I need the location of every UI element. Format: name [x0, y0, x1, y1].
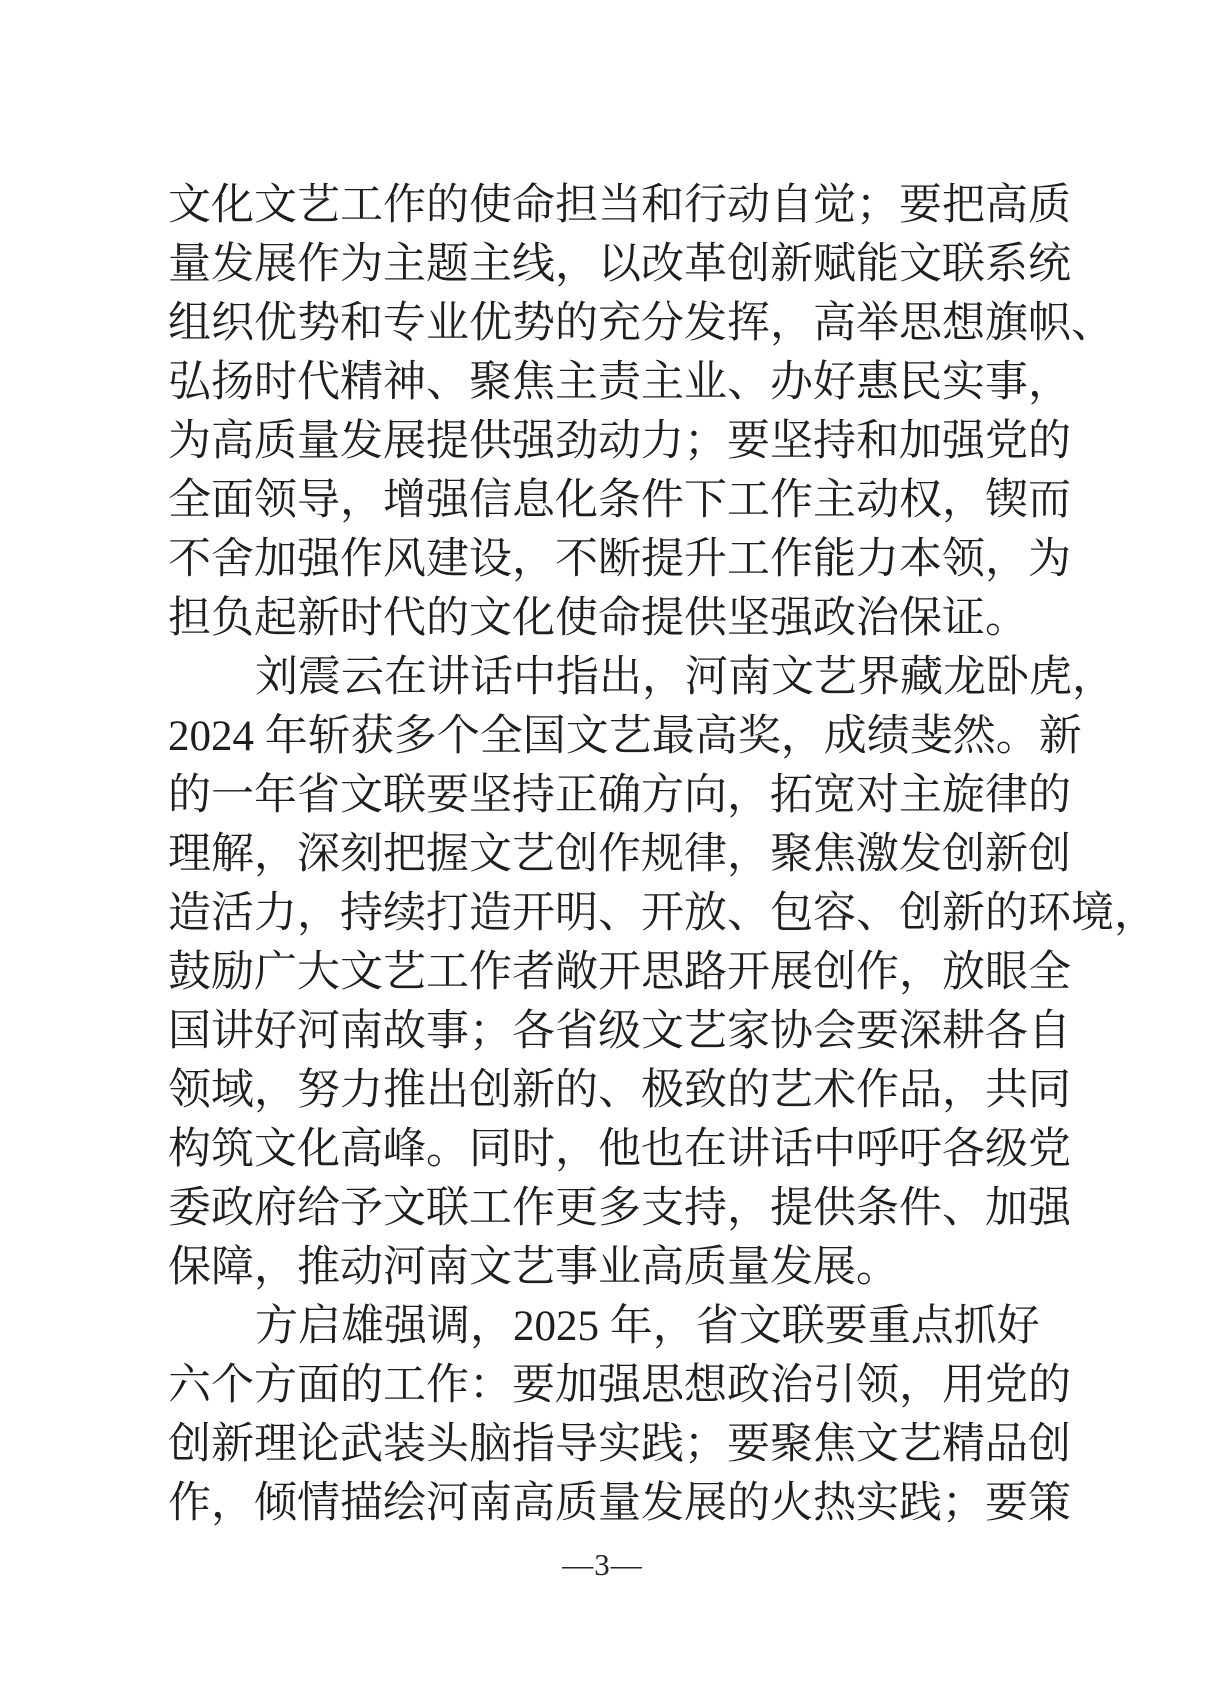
text-line: 弘扬时代精神、聚焦主责主业、办好惠民实事， — [168, 359, 1071, 406]
text-line: 创新理论武装头脑指导实践；要聚焦文艺精品创 — [168, 1421, 1071, 1468]
text-line: 的一年省文联要坚持正确方向，拓宽对主旋律的 — [168, 772, 1071, 819]
text-line: 理解，深刻把握文艺创作规律，聚焦激发创新创 — [168, 831, 1071, 878]
text-line: 量发展作为主题主线，以改革创新赋能文联系统 — [168, 241, 1071, 288]
text-line: 国讲好河南故事；各省级文艺家协会要深耕各自 — [168, 1008, 1071, 1055]
text-line: 为高质量发展提供强劲动力；要坚持和加强党的 — [168, 418, 1071, 465]
text-line: 组织优势和专业优势的充分发挥，高举思想旗帜、 — [168, 300, 1114, 347]
text-line: 作，倾情描绘河南高质量发展的火热实践；要策 — [168, 1480, 1071, 1527]
text-line: 全面领导，增强信息化条件下工作主动权，锲而 — [168, 477, 1071, 524]
text-line: 造活力，持续打造开明、开放、包容、创新的环境， — [168, 890, 1157, 937]
text-line: 刘震云在讲话中指出，河南文艺界藏龙卧虎， — [255, 654, 1115, 701]
text-line: 不舍加强作风建设，不断提升工作能力本领，为 — [168, 536, 1071, 583]
text-line: 构筑文化高峰。同时，他也在讲话中呼吁各级党 — [168, 1126, 1071, 1173]
paragraph-fang-qixiong-remarks — [168, 1297, 1071, 1533]
paragraph-continued — [168, 176, 1114, 648]
text-line: 六个方面的工作：要加强思想政治引领，用党的 — [168, 1362, 1071, 1409]
text-line: 方启雄强调，2025 年，省文联要重点抓好 — [255, 1303, 1040, 1350]
paragraph-liu-zhenyun-remarks — [168, 648, 1157, 1297]
page-number: —3— — [562, 1547, 643, 1582]
document-body — [168, 176, 1157, 1533]
text-line: 委政府给予文联工作更多支持，提供条件、加强 — [168, 1185, 1071, 1232]
text-line: 鼓励广大文艺工作者敞开思路开展创作，放眼全 — [168, 949, 1071, 996]
text-line: 保障，推动河南文艺事业高质量发展。 — [168, 1244, 899, 1291]
text-line: 担负起新时代的文化使命提供坚强政治保证。 — [168, 595, 1028, 642]
text-line: 领域，努力推出创新的、极致的艺术作品，共同 — [168, 1067, 1071, 1114]
text-line: 文化文艺工作的使命担当和行动自觉；要把高质 — [168, 182, 1071, 229]
text-line: 2024 年斩获多个全国文艺最高奖，成绩斐然。新 — [168, 713, 1082, 760]
